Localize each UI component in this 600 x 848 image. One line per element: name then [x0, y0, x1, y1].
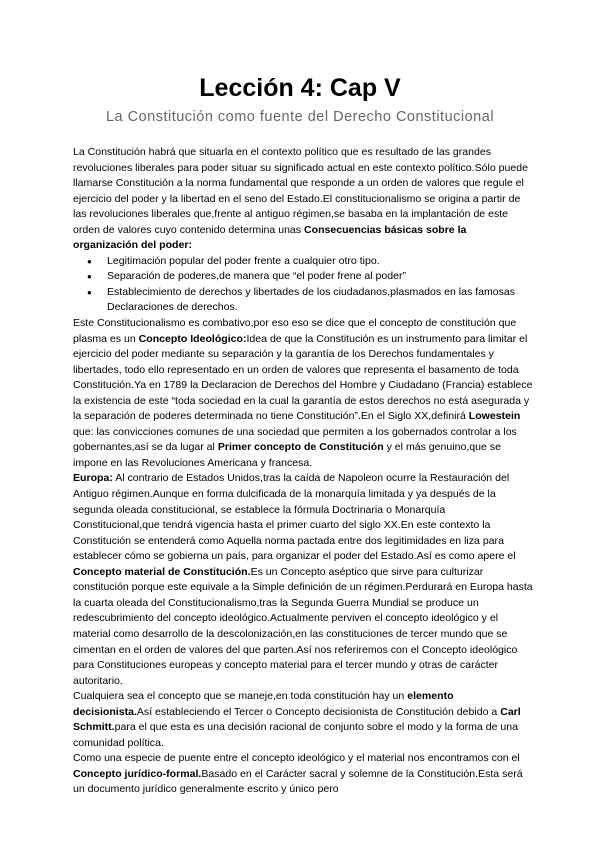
- list-item: ● Separación de poderes,de manera que “el poder frene al poder”: [107, 269, 533, 285]
- list-item: ● Legitimación popular del poder frente a cualquier otro tipo.: [107, 254, 533, 270]
- paragraph-decisionist: [73, 689, 533, 751]
- document-body: [73, 145, 533, 798]
- intro-bold: Consecuencias básicas sobre la organización del poder:: [73, 223, 467, 252]
- paragraph-ideological: [73, 316, 533, 471]
- bold-run: Concepto jurídico-formal.: [73, 767, 202, 780]
- text-run: Al contrario de Estados Unidos,tras la caída de Napoleon ocurre la Restauración del Antiguo régimen.Aunque en forma dulcificada de la monarquía limitada y ya después de la segunda oleada constitucional, se establece la fórmula Doctrinaria o Monarquía Constitucional,que tendrá vigencia hasta el primer cuarto del siglo XX.En este contexto la Constitución se entenderá como Aquella norma pactada entre dos legitimidades en liza para establecer cómo se gobierna un país, para organizar el poder del Estado.Así es como apere el: [73, 472, 516, 563]
- bold-run: Carl Schmitt.: [73, 705, 521, 734]
- text-run: y el más genuino,que se impone en las Revoluciones Americana y francesa.: [73, 441, 501, 469]
- text-run: Es un Concepto aséptico que sirve para culturizar constitución porque este equivale a la Simple definición de un régimen.Perdurará en Europa hasta la cuarta oleada del Constitucionalismo,tras la Segunda Guerra Mundial se produce un redescubrimiento del concepto ideológico.Actualmente perviven el concepto ideológico y el material como desarrollo de la descolonización,en las constituciones de tercer mundo que se cimentan en el orden de valores del que parten.Así nos referiremos con el Concepto ideológico para Constituciones europeas y concepto material para el tercer mundo y otras de carácter autoritario.: [73, 565, 533, 687]
- paragraph-intro: [73, 145, 533, 254]
- list-item: ● Establecimiento de derechos y libertades de los ciudadanos,plasmados en las famosas Declaraciones de derechos.: [107, 285, 533, 316]
- bold-run: Europa:: [73, 472, 113, 485]
- paragraph-legal-formal: [73, 751, 533, 798]
- text-run: Basado en el Carácter sacral y solemne de la Constitución.Esta será un documento jurídico generalmente escrito y único pero: [73, 767, 523, 796]
- bold-run: elemento decisionista.: [73, 690, 454, 718]
- paragraph-europe: [73, 471, 533, 689]
- text-run: Así estableciendo el Tercer o Concepto decisionista de Constitución debido a: [136, 705, 501, 718]
- text-run: Como una especie de puente entre el concepto ideológico y el material nos encontramos con el: [73, 752, 520, 765]
- bold-run: Primer concepto de Constitución: [217, 441, 384, 454]
- text-run: Idea de que la Constitución es un instrumento para limitar el ejercicio del poder mediante su separación y la garantía de los Derechos fundamentales y libertades, todo ello representado en un orden de valores que representa el basamento de toda Constitución.Ya en 1789 la Declaracion de Derechos del Hombre y Ciudadano (Francia) establece la existencia de este “toda sociedad en la cual la garantía de estos derechos no está asegurada y la separación de poderes determinada no tiene Constitución”.En el Siglo XX,definirá: [73, 332, 533, 423]
- bold-run: Concepto material de Constitución.: [73, 565, 251, 578]
- text-run: Cualquiera sea el concepto que se maneje,en toda constitución hay un: [73, 690, 408, 703]
- text-run: Este Constitucionalismo es combativo,por eso eso se dice que el concepto de constitución que plasma es un: [73, 317, 517, 345]
- intro-text: La Constitución habrá que situarla en el contexto político que es resultado de las grandes revoluciones liberales para poder situar su significado actual en este contexto político.Sólo puede llamarse Constitución a la norma fundamental que responde a un orden de valores que regule el ejercicio del poder y la libertad en el seno del Estado.El constitucionalismo se origina a partir de las revoluciones liberales que,frente al antiguo régimen,se basaba en la implantación de este orden de valores cuyo contenido determina unas: [73, 146, 528, 236]
- page-subtitle: La Constitución como fuente del Derecho Constitucional: [105, 109, 495, 125]
- consequences-list: [73, 254, 533, 316]
- page-title: Lección 4: Cap V: [199, 74, 401, 102]
- bold-run: Concepto Ideológico:: [138, 332, 247, 345]
- bold-run: Lowestein: [468, 410, 521, 423]
- text-run: para el que esta es una decisión racional de conjunto sobre el modo y la forma de una comunidad política.: [73, 721, 518, 749]
- text-run: que: las convicciones comunes de una sociedad que permiten a los gobernados controlar a los gobernantes,así se da lugar al: [73, 425, 517, 454]
